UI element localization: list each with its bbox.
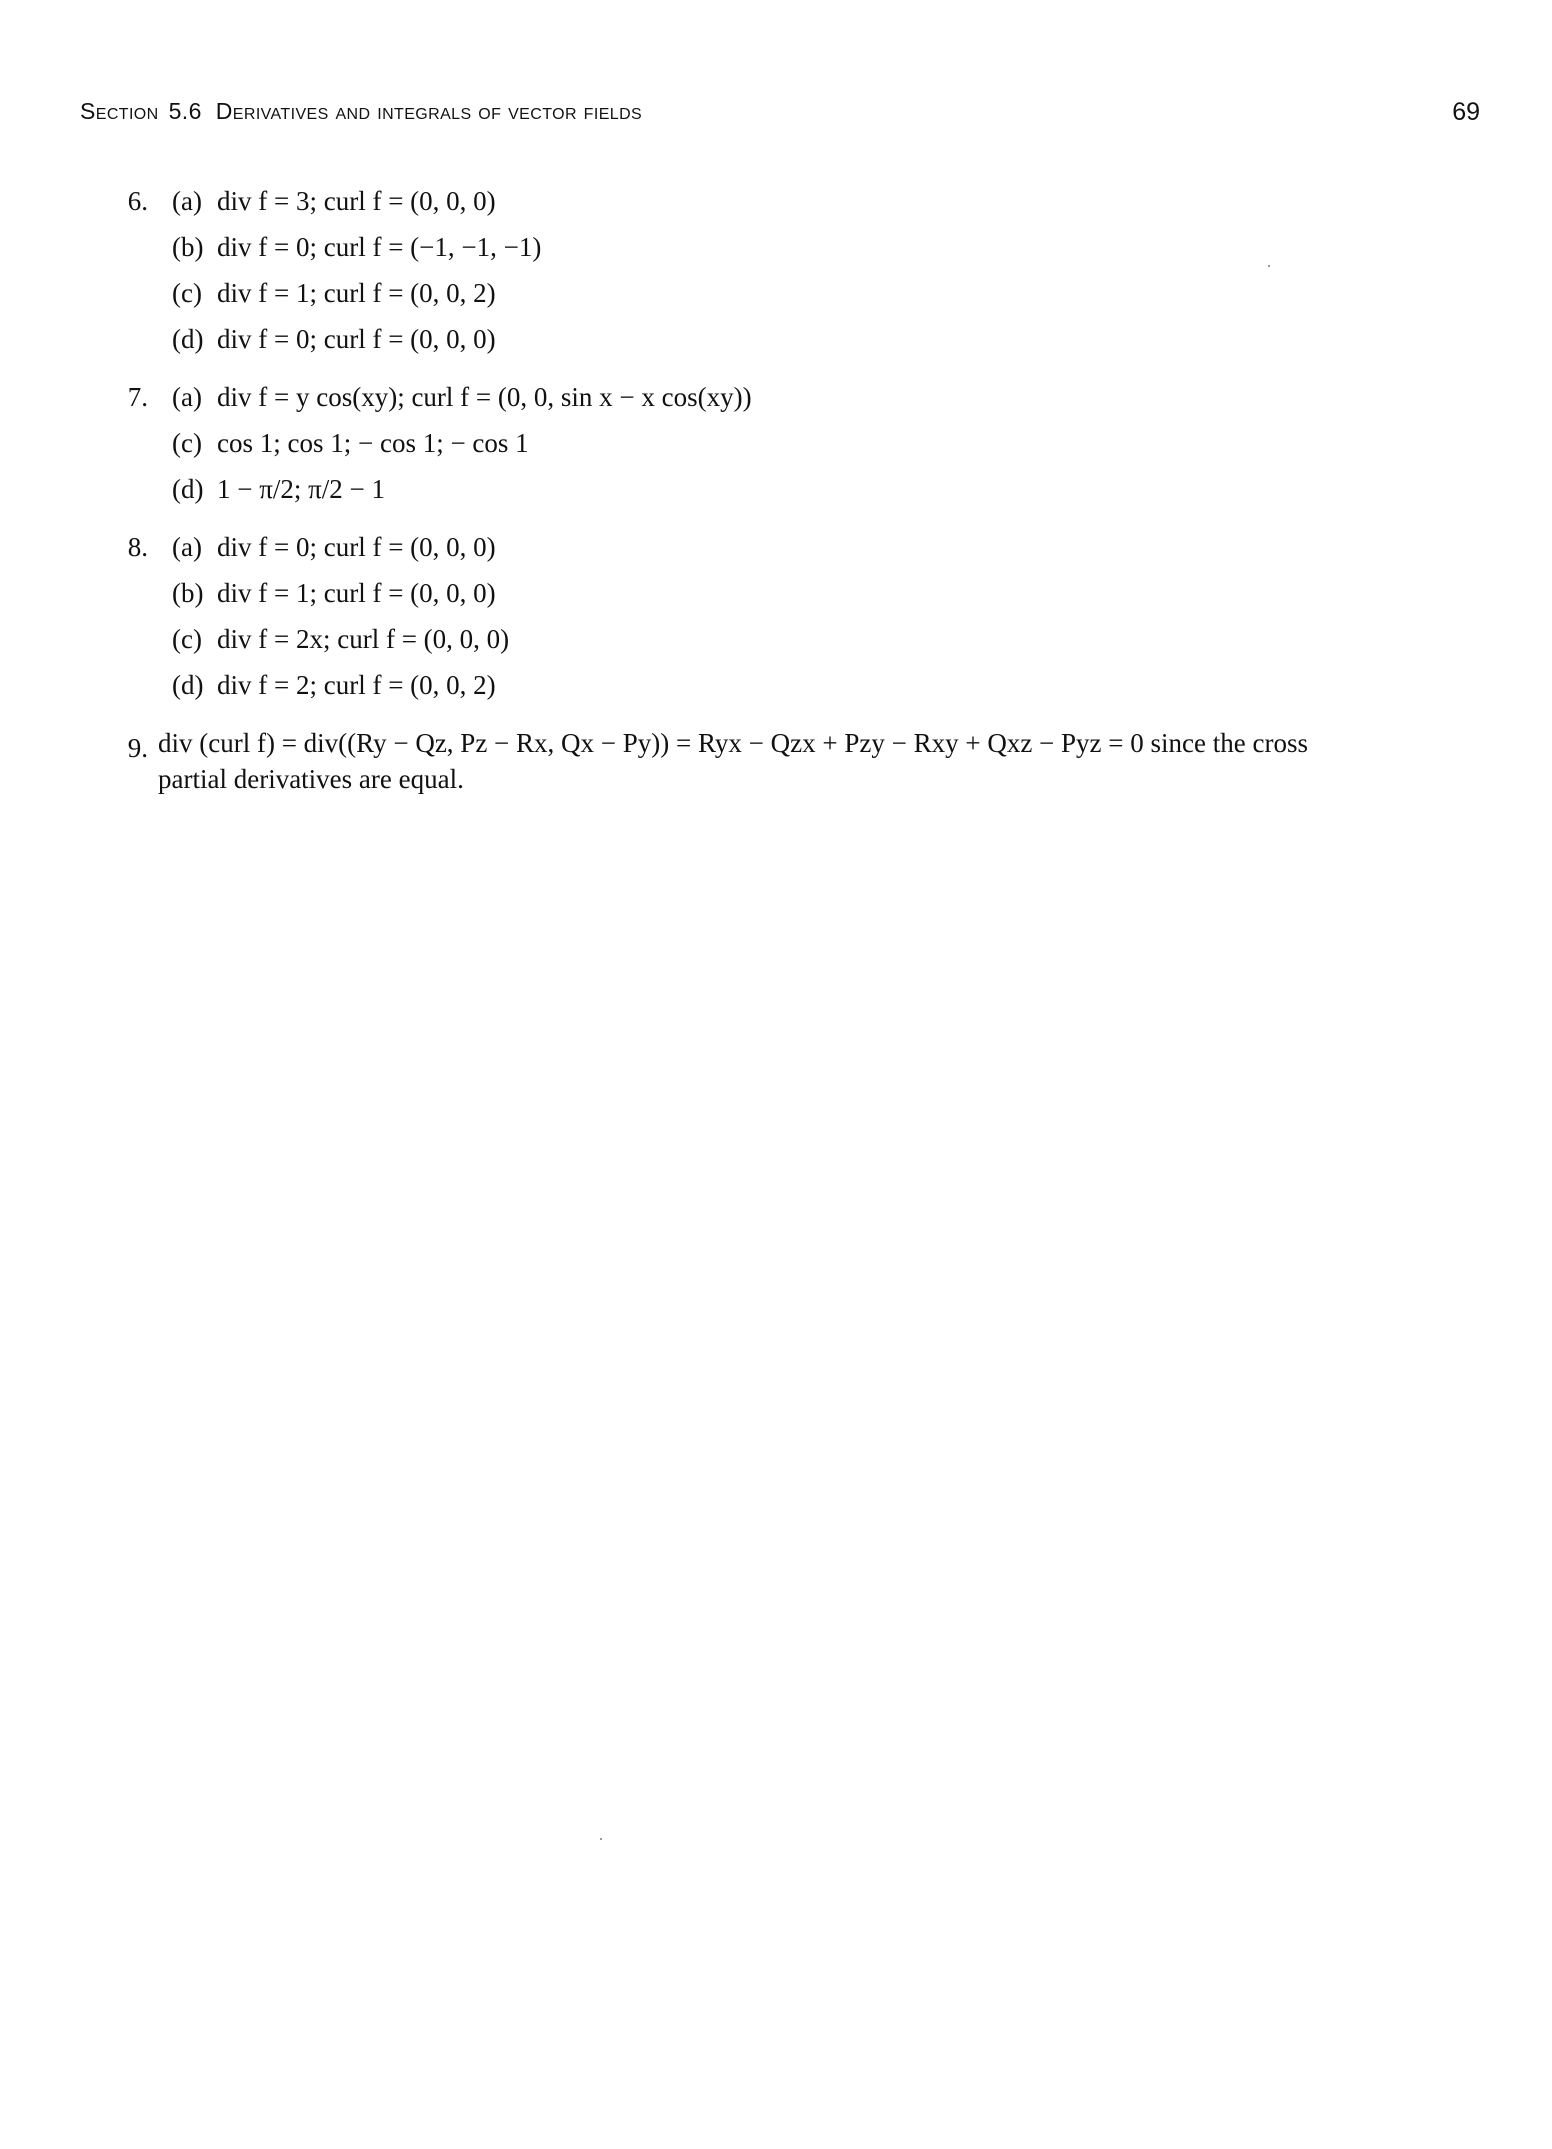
part-label: (d) — [172, 324, 204, 354]
answer-line: partial derivatives are equal. — [158, 764, 464, 794]
scan-speck — [600, 1838, 602, 1840]
scan-speck — [1268, 265, 1270, 267]
part-answer: div f = 1; curl f = (0, 0, 0) — [217, 578, 496, 608]
problem-part — [172, 616, 1448, 662]
problem-part — [172, 466, 1448, 512]
part-answer: div f = 0; curl f = (0, 0, 0) — [217, 532, 496, 562]
part-label: (d) — [172, 474, 204, 504]
problem-part — [172, 270, 1448, 316]
problem-part — [172, 662, 1448, 708]
part-label: (c) — [172, 278, 202, 308]
part-answer: div f = y cos(xy); curl f = (0, 0, sin x − x cos(xy)) — [217, 382, 752, 412]
answer-line: div (curl f) = div((Ry − Qz, Pz − Rx, Qx − Py)) = Ryx − Qzx + Pzy − Rxy + Qxz − Pyz = 0 since the cross — [158, 728, 1308, 758]
part-answer: div f = 2x; curl f = (0, 0, 0) — [217, 624, 510, 654]
problem-part — [172, 224, 1448, 270]
part-label: (b) — [172, 578, 204, 608]
part-label: (c) — [172, 428, 202, 458]
problem-8 — [118, 524, 1448, 708]
running-header — [80, 98, 1480, 138]
problem-part — [172, 524, 1448, 570]
problem-6 — [118, 178, 1448, 362]
part-answer: 1 − π/2; π/2 − 1 — [217, 474, 385, 504]
problem-part — [172, 420, 1448, 466]
problem-7 — [118, 374, 1448, 512]
answer-list — [118, 178, 1448, 809]
part-answer: div f = 1; curl f = (0, 0, 2) — [217, 278, 496, 308]
part-answer: div f = 0; curl f = (−1, −1, −1) — [217, 232, 542, 262]
part-answer: div f = 2; curl f = (0, 0, 2) — [217, 670, 496, 700]
part-label: (d) — [172, 670, 204, 700]
part-label: (a) — [172, 382, 202, 412]
section-heading — [80, 98, 642, 125]
section-number: 5.6 — [168, 98, 202, 124]
part-answer: div f = 0; curl f = (0, 0, 0) — [217, 324, 496, 354]
problem-number: 6. — [127, 186, 148, 216]
part-label: (a) — [172, 186, 202, 216]
problem-number: 9. — [127, 733, 148, 763]
problem-part — [172, 178, 1448, 224]
problem-9 — [118, 720, 1448, 797]
problem-answer — [158, 720, 1448, 797]
part-label: (c) — [172, 624, 202, 654]
part-answer: cos 1; cos 1; − cos 1; − cos 1 — [217, 428, 529, 458]
section-title: Derivatives and integrals of vector fields — [215, 98, 643, 124]
part-answer: div f = 3; curl f = (0, 0, 0) — [217, 186, 496, 216]
problem-number: 8. — [127, 532, 148, 562]
problem-parts — [172, 524, 1448, 708]
page-number: 69 — [1452, 98, 1480, 126]
problem-part — [172, 570, 1448, 616]
problem-part — [172, 316, 1448, 362]
problem-number: 7. — [127, 382, 148, 412]
problem-parts — [172, 178, 1448, 362]
part-label: (a) — [172, 532, 202, 562]
part-label: (b) — [172, 232, 204, 262]
problem-parts — [172, 374, 1448, 512]
problem-part — [172, 374, 1448, 420]
section-word: Section — [80, 98, 159, 124]
